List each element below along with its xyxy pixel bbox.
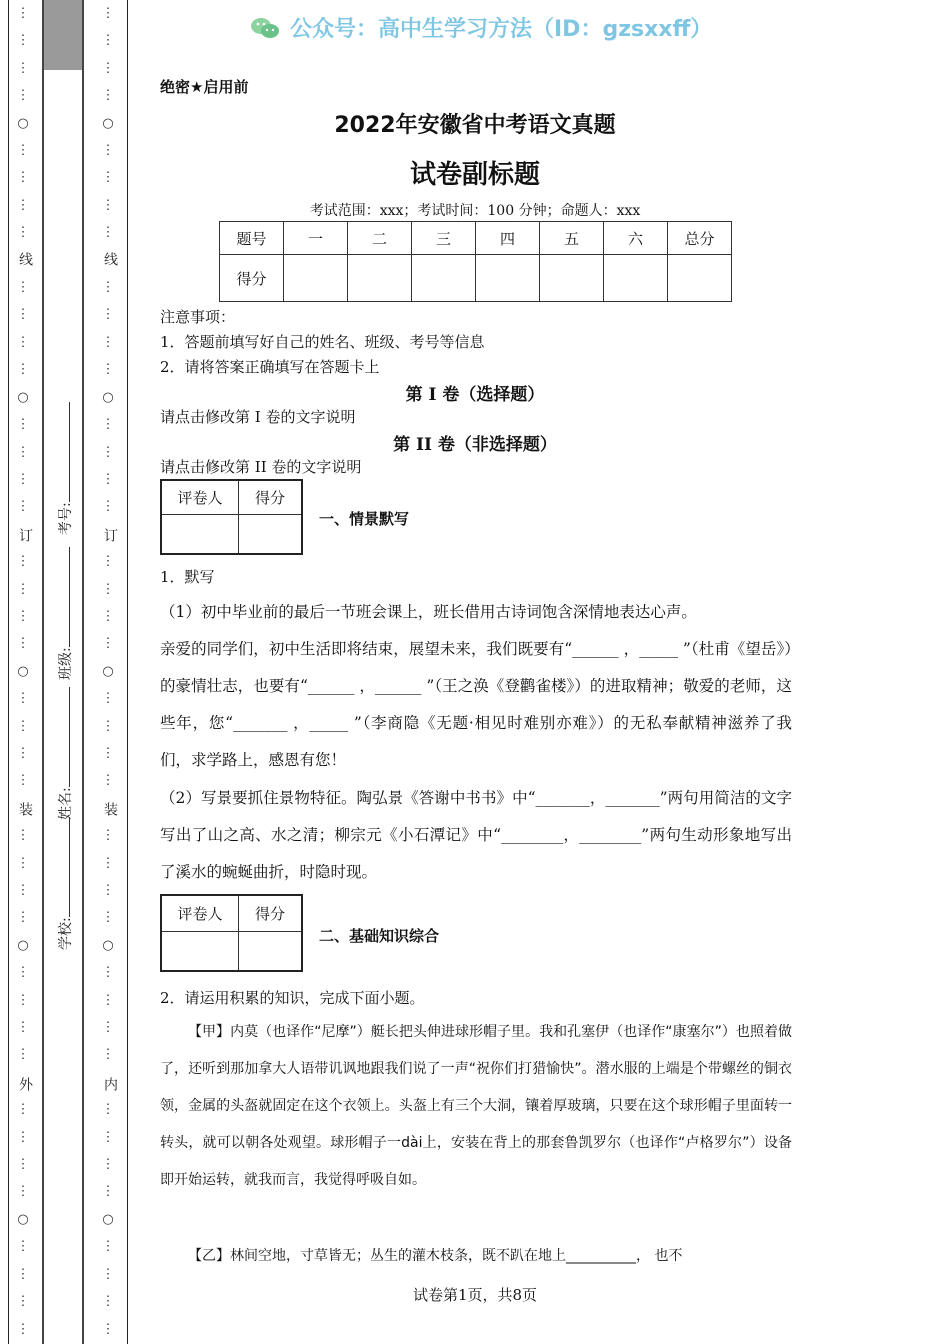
- score-cell[interactable]: [540, 255, 604, 302]
- watermark-banner: 公众号：高中生学习方法（ID：gzsxxff）: [250, 12, 712, 43]
- notes-heading: 注意事项：: [160, 308, 236, 326]
- score-row-label: 得分: [220, 255, 284, 302]
- vol1-desc: 请点击修改第 I 卷的文字说明: [160, 408, 356, 426]
- wechat-icon: [250, 16, 280, 40]
- field-examno[interactable]: 考号:: [55, 402, 75, 535]
- score-table: [219, 221, 732, 302]
- inner-label-ding: 订: [102, 528, 118, 542]
- passage-jia: 【甲】内莫（也译作“尼摩”）艇长把头伸进球形帽子里。我和孔塞伊（也译作“康塞尔”）也照着做了，还听到那加拿大人语带讥讽地跟我们说了一声“祝你们打猎愉快”。潜水服的上端是个带螺丝的铜衣领，金属的头盔就固定在这个衣领上。头盔上有三个大洞，镶着厚玻璃，只要在这个球形帽子里面转一转头，就可以朝各处观望。球形帽子一dài上，安装在背上的那套鲁凯罗尔（也译作“卢格罗尔”）设备即开始运转，就我而言，我觉得呼吸自如。: [160, 1024, 792, 1188]
- field-name[interactable]: 姓名:: [55, 687, 75, 820]
- score-header: 六: [604, 222, 668, 255]
- vol1-title: 第 I 卷（选择题）: [405, 385, 545, 405]
- q1-part1: （1）初中毕业前的最后一节班会课上，班长借用古诗词饱含深情地表达心声。: [160, 603, 697, 621]
- score-header: 总分: [668, 222, 732, 255]
- question-1: 1．默写: [160, 568, 215, 586]
- grader-label: 评卷人: [161, 480, 239, 514]
- secret-label: 绝密★启用前: [160, 78, 249, 96]
- score-header: 一: [284, 222, 348, 255]
- score-cell[interactable]: [348, 255, 412, 302]
- score-header: 三: [412, 222, 476, 255]
- score-header: 五: [540, 222, 604, 255]
- grader-score-label: 得分: [239, 895, 303, 931]
- q1-fill-paragraph: 亲爱的同学们，初中生活即将结束，展望未来，我们既要有“______ ，_____ ”（杜甫《望岳》）的豪情壮志，也要有“______ ，______ ”（王之涣《登鹳雀楼》）的进取精神；敬爱的老师，这些年，您“_______ ，_____ ”（李商隐《无题·相见时难别亦难》）的无私奉献精神滋养了我们，求学路上，感恩有您！: [160, 640, 792, 769]
- outer-label-wai: 外: [17, 1077, 33, 1091]
- score-header: 题号: [220, 222, 284, 255]
- grader-label: 评卷人: [161, 895, 239, 931]
- score-cell[interactable]: [476, 255, 540, 302]
- score-cell[interactable]: [668, 255, 732, 302]
- note-item: 1．答题前填写好自己的姓名、班级、考号等信息: [160, 333, 485, 351]
- inner-label-zhuang: 装: [102, 802, 118, 816]
- exam-title: 2022年安徽省中考语文真题: [334, 113, 616, 138]
- outer-label-ding: 订: [17, 528, 33, 542]
- inner-label-xian: 线: [102, 252, 118, 266]
- q1-part2: （2）写景要抓住景物特征。陶弘景《答谢中书书》中“_______，_______”两句用简洁的文字写出了山之高、水之清；柳宗元《小石潭记》中“________，________”两句生动形象地写出了溪水的蜿蜒曲折，时隐时现。: [160, 789, 792, 881]
- score-header: 二: [348, 222, 412, 255]
- section2-title: 二、基础知识综合: [319, 927, 440, 945]
- inner-label-nei: 内: [102, 1077, 118, 1091]
- note-item: 2．请将答案正确填写在答题卡上: [160, 358, 380, 376]
- page-footer: 试卷第1页，共8页: [412, 1286, 538, 1304]
- grader-cell[interactable]: [161, 514, 239, 554]
- field-class[interactable]: 班级:: [55, 547, 75, 680]
- question-2: 2．请运用积累的知识，完成下面小题。: [160, 989, 425, 1007]
- score-cell[interactable]: [412, 255, 476, 302]
- section1-title: 一、情景默写: [319, 510, 410, 528]
- passage-yi: 【乙】林间空地，寸草皆无；丛生的灌木枝条，既不趴在地上__________， 也不: [188, 1248, 683, 1264]
- score-cell[interactable]: [604, 255, 668, 302]
- exam-info: 考试范围：xxx；考试时间：100 分钟；命题人：xxx: [309, 203, 641, 219]
- inner-dotted-line: ⋮ ⋮ ⋮ ⋮ ○ ⋮ ⋮ ⋮ ⋮ ⋮ ⋮ ⋮ ⋮ ○ ⋮ ⋮ ⋮ ⋮ ⋮ ⋮ ⋮ ⋮ ○ ⋮ ⋮ ⋮ ⋮ ⋮ ⋮ ⋮ ⋮ ○ ⋮ ⋮ ⋮ ⋮ ⋮ ⋮ ⋮ ⋮ ○ ⋮ ⋮ ⋮ ⋮: [101, 6, 115, 1337]
- vol2-desc: 请点击修改第 II 卷的文字说明: [160, 458, 362, 476]
- outer-label-zhuang: 装: [17, 802, 33, 816]
- grader-box-1: [160, 479, 303, 555]
- exam-subtitle: 试卷副标题: [409, 160, 540, 190]
- outer-dotted-line: ⋮ ⋮ ⋮ ⋮ ○ ⋮ ⋮ ⋮ ⋮ ⋮ ⋮ ⋮ ⋮ ○ ⋮ ⋮ ⋮ ⋮ ⋮ ⋮ ⋮ ⋮ ○ ⋮ ⋮ ⋮ ⋮ ⋮ ⋮ ⋮ ⋮ ○ ⋮ ⋮ ⋮ ⋮ ⋮ ⋮ ⋮ ⋮ ○ ⋮ ⋮ ⋮ ⋮: [16, 6, 30, 1337]
- outer-label-xian: 线: [17, 252, 33, 266]
- grader-cell[interactable]: [239, 514, 303, 554]
- score-cell[interactable]: [284, 255, 348, 302]
- grader-box-2: [160, 894, 303, 972]
- grader-cell[interactable]: [161, 931, 239, 971]
- field-school[interactable]: 学校:: [55, 817, 75, 950]
- grader-score-label: 得分: [239, 480, 303, 514]
- grader-cell[interactable]: [239, 931, 303, 971]
- score-header: 四: [476, 222, 540, 255]
- vol2-title: 第 II 卷（非选择题）: [393, 435, 557, 455]
